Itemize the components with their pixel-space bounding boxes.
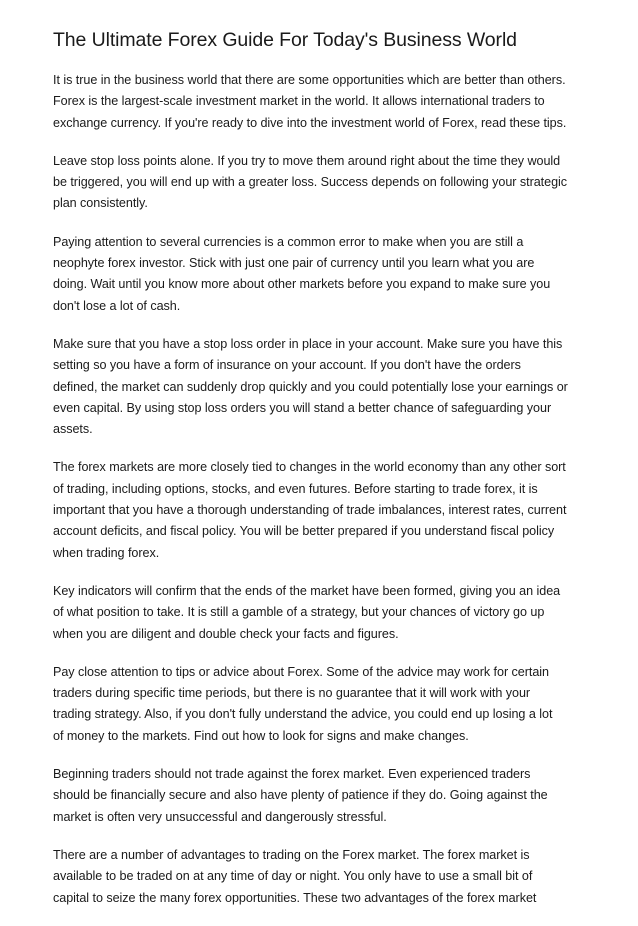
paragraph-line: important that you have a thorough understanding of trade imbalances, interest rates, current: [53, 503, 567, 518]
paragraph-line: It is true in the business world that there are some opportunities which are better than others.: [53, 73, 566, 87]
paragraph: [53, 232, 593, 317]
paragraph-line: neophyte forex investor. Stick with just one pair of currency until you learn what you are: [53, 256, 535, 271]
paragraph-line: Forex is the largest-scale investment market in the world. It allows international traders to: [53, 94, 545, 109]
paragraph-line: of what position to take. It is still a gamble of a strategy, but your chances of victory go up: [53, 605, 545, 620]
paragraph-line: Key indicators will confirm that the ends of the market have been formed, giving you an idea: [53, 583, 561, 598]
paragraph-line: exchange currency. If you're ready to dive into the investment world of Forex, read these tips.: [53, 115, 567, 130]
paragraph-line: Leave stop loss points alone. If you try to move them around right about the time they would: [53, 153, 561, 168]
paragraph-line: plan consistently.: [53, 196, 148, 211]
paragraph-line: doing. Wait until you know more about other markets before you expand to make sure you: [53, 277, 551, 292]
paragraph-line: available to be traded on at any time of day or night. You only have to use a small bit of: [53, 869, 533, 884]
paragraph-line: Paying attention to several currencies is a common error to make when you are still a: [53, 234, 524, 249]
paragraph: [53, 764, 593, 828]
paragraph-line: Beginning traders should not trade against the forex market. Even experienced traders: [53, 767, 531, 782]
paragraph-line: when trading forex.: [53, 545, 160, 560]
paragraph: [53, 662, 593, 747]
paragraph: [53, 581, 593, 645]
paragraph-line: when you are diligent and double check your facts and figures.: [53, 626, 399, 641]
paragraph-line: account deficits, and fiscal policy. You will be better prepared if you understand fiscal policy: [53, 524, 555, 539]
paragraph: [53, 334, 593, 440]
document-page: [53, 0, 593, 926]
paragraph-line: Pay close attention to tips or advice about Forex. Some of the advice may work for certain: [53, 664, 549, 679]
paragraph: [53, 845, 593, 909]
paragraph-line: market is often very unsuccessful and dangerously stressful.: [53, 809, 387, 824]
paragraph-line: trading strategy. Also, if you don't fully understand the advice, you could end up losing a lot: [53, 707, 553, 722]
paragraph-line: The forex markets are more closely tied to changes in the world economy than any other sort: [53, 460, 566, 475]
paragraph-line: assets.: [53, 422, 93, 437]
paragraph-line: capital to seize the many forex opportunities. These two advantages of the forex market: [53, 890, 537, 905]
paragraph-line: of trading, including options, stocks, and even futures. Before starting to trade forex, it is: [53, 481, 538, 496]
paragraph-line: don't lose a lot of cash.: [53, 298, 181, 313]
paragraph-line: traders during specific time periods, but there is no guarantee that it will work with your: [53, 686, 531, 701]
paragraph: [53, 70, 593, 134]
paragraph-line: should be financially secure and also have plenty of patience if they do. Going against the: [53, 788, 548, 803]
paragraph-line: defined, the market can suddenly drop quickly and you could potentially lose your earnings or: [53, 379, 568, 394]
page-title: The Ultimate Forex Guide For Today's Business World: [53, 29, 517, 51]
paragraph-line: There are a number of advantages to trading on the Forex market. The forex market is: [53, 847, 530, 862]
paragraph-line: even capital. By using stop loss orders you will stand a better chance of safeguarding your: [53, 400, 552, 415]
paragraph: [53, 151, 593, 215]
paragraph-line: Make sure that you have a stop loss order in place in your account. Make sure you have this: [53, 336, 563, 351]
paragraph-line: of money to the markets. Find out how to look for signs and make changes.: [53, 728, 469, 743]
paragraph: [53, 457, 593, 563]
paragraph-line: setting so you have a form of insurance on your account. If you don't have the orders: [53, 358, 521, 373]
document-body: [53, 70, 593, 909]
paragraph-line: be triggered, you will end up with a greater loss. Success depends on following your strategic: [53, 175, 568, 190]
